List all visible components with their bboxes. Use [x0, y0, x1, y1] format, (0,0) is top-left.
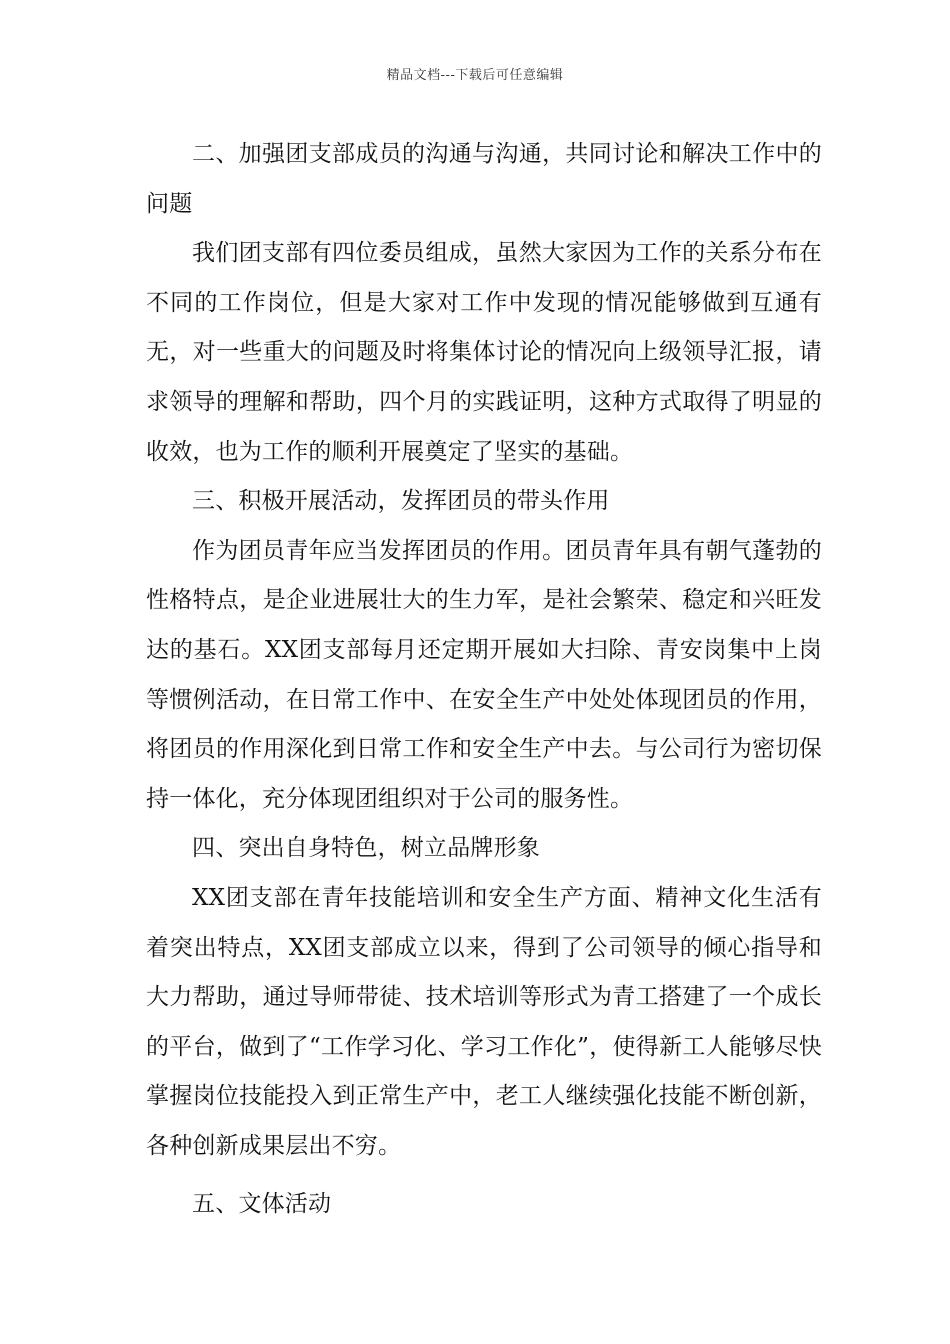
paragraph-communication: 我们团支部有四位委员组成，虽然大家因为工作的关系分布在不同的工作岗位，但是大家对工作中发现的情况能够做到互通有无，对一些重大的问题及时将集体讨论的情况向上级领导汇报，请求领导的理解和帮助，四个月的实践证明，这种方式取得了明显的收效，也为工作的顺利开展奠定了坚实的基础。 [146, 240, 822, 465]
paragraph-brand: XX团支部在青年技能培训和安全生产方面、精神文化生活有着突出特点，XX团支部成立以来，得到了公司领导的倾心指导和大力帮助，通过导师带徒、技术培训等形式为青工搭建了一个成长的平台，做到了“工作学习化、学习工作化”，使得新工人能够尽快掌握岗位技能投入到正常生产中，老工人继续强化技能不断创新，各种创新成果层出不穷。 [146, 884, 822, 1159]
section-heading-5: 五、文体活动 [192, 1191, 332, 1218]
document-body [146, 130, 822, 1230]
section-heading-4: 四、突出自身特色，树立品牌形象 [192, 835, 540, 862]
paragraph-activities: 作为团员青年应当发挥团员的作用。团员青年具有朝气蓬勃的性格特点，是企业进展壮大的生力军，是社会繁荣、稳定和兴旺发达的基石。XX团支部每月还定期开展如大扫除、青安岗集中上岗等惯例活动，在日常工作中、在安全生产中处处体现团员的作用，将团员的作用深化到日常工作和安全生产中去。与公司行为密切保持一体化，充分体现团组织对于公司的服务性。 [146, 537, 822, 812]
section-heading-2: 二、加强团支部成员的沟通与沟通，共同讨论和解决工作中的问题 [146, 141, 822, 217]
section-heading-3: 三、积极开展活动，发挥团员的带头作用 [192, 488, 610, 515]
page-header: 精品文档---下载后可任意编辑 [386, 68, 564, 83]
